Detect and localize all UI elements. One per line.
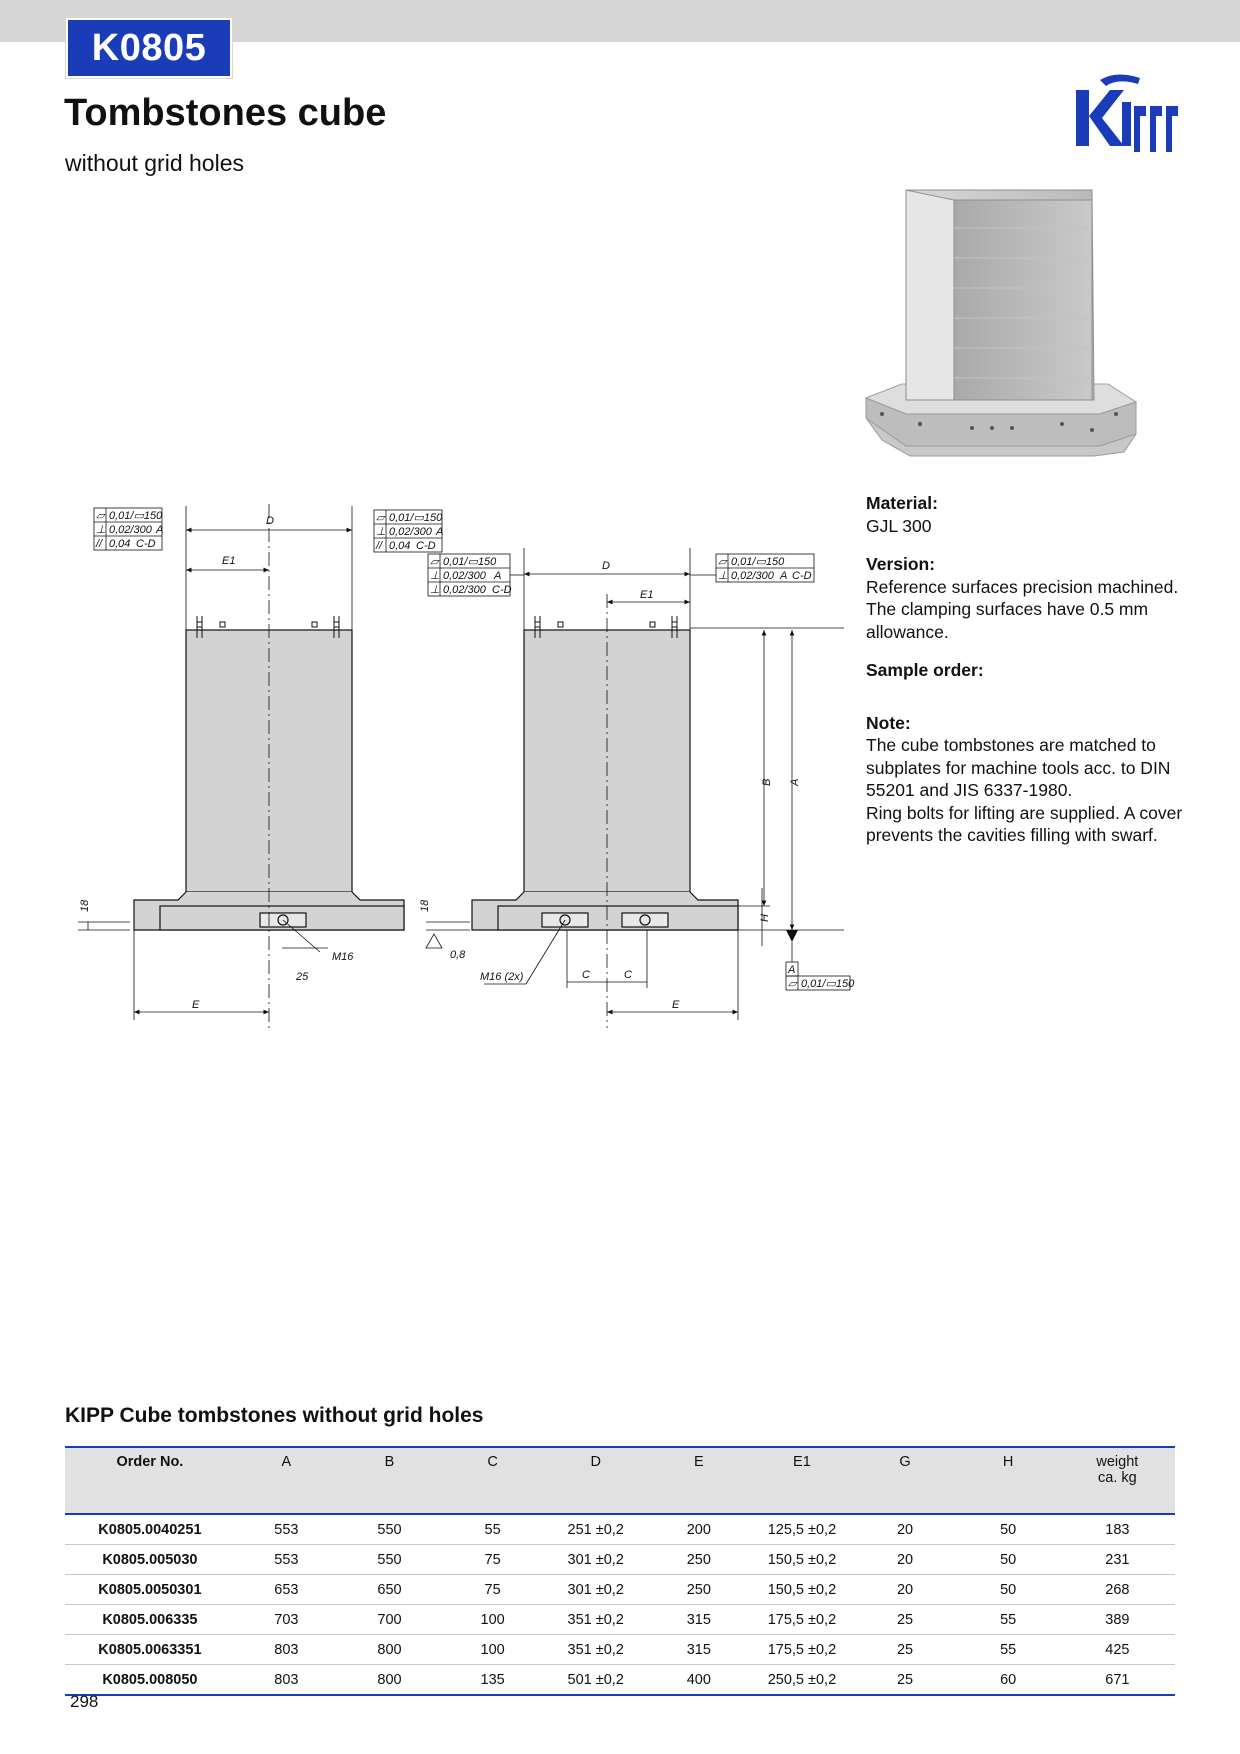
table-row — [65, 1575, 1175, 1605]
svg-text:0,01/▭150: 0,01/▭150 — [801, 978, 855, 990]
svg-text:C-D: C-D — [792, 570, 812, 582]
cell: 553 — [235, 1545, 338, 1575]
cell: 800 — [338, 1665, 441, 1696]
svg-text:0,01/▭150: 0,01/▭150 — [109, 510, 163, 522]
cell: 250 — [647, 1545, 750, 1575]
cell: 671 — [1060, 1665, 1175, 1696]
cell: 550 — [338, 1514, 441, 1545]
svg-text:▱: ▱ — [376, 512, 385, 524]
table-row — [65, 1605, 1175, 1635]
technical-drawing — [74, 498, 864, 1028]
cell: 20 — [853, 1575, 956, 1605]
cell: 550 — [338, 1545, 441, 1575]
cell: 25 — [853, 1605, 956, 1635]
table-header-row — [65, 1447, 1175, 1514]
left-view — [78, 504, 404, 1028]
cell: 50 — [957, 1575, 1060, 1605]
label-M16: M16 — [332, 951, 354, 963]
cell: 20 — [853, 1514, 956, 1545]
cell-order-no: K0805.006335 — [65, 1605, 235, 1635]
cell: 351 ±0,2 — [544, 1635, 647, 1665]
col-H: H — [957, 1447, 1060, 1514]
right-view — [426, 548, 844, 1028]
page-subtitle: without grid holes — [65, 150, 244, 176]
label-roughness: 0,8 — [450, 949, 466, 961]
table-row — [65, 1665, 1175, 1696]
dim-25: 25 — [296, 971, 309, 983]
col-weight-unit: ca. kg — [1098, 1470, 1137, 1486]
svg-text:⊥: ⊥ — [430, 570, 440, 582]
note-label: Note: — [866, 712, 911, 733]
dim-E1-right: E1 — [640, 589, 654, 601]
svg-text:0,04: 0,04 — [389, 540, 411, 552]
cell-order-no: K0805.005030 — [65, 1545, 235, 1575]
dim-E1-left: E1 — [222, 555, 236, 567]
cell: 653 — [235, 1575, 338, 1605]
cell: 251 ±0,2 — [544, 1514, 647, 1545]
cell: 50 — [957, 1545, 1060, 1575]
col-A: A — [235, 1447, 338, 1514]
svg-text:▱: ▱ — [788, 978, 797, 990]
cell: 315 — [647, 1635, 750, 1665]
table-row — [65, 1545, 1175, 1575]
info-panel — [866, 492, 1186, 863]
svg-text://: // — [376, 540, 383, 552]
cell: 268 — [1060, 1575, 1175, 1605]
label-M16-2x: M16 (2x) — [480, 971, 524, 983]
cell: 315 — [647, 1605, 750, 1635]
table-title: KIPP Cube tombstones without grid holes — [65, 1404, 484, 1427]
material-label: Material: — [866, 493, 938, 513]
col-B: B — [338, 1447, 441, 1514]
svg-text:⊥: ⊥ — [376, 526, 386, 538]
svg-text:0,02/300: 0,02/300 — [109, 524, 152, 536]
product-photo — [862, 188, 1142, 460]
svg-text://: // — [96, 538, 103, 550]
version-label: Version: — [866, 554, 936, 574]
svg-text:0,01/▭150: 0,01/▭150 — [443, 556, 497, 568]
cell: 703 — [235, 1605, 338, 1635]
page-title: Tombstones cube — [64, 92, 387, 134]
sample-order-label: Sample order: — [866, 660, 984, 680]
cell: 50 — [957, 1514, 1060, 1545]
cell-order-no: K0805.0063351 — [65, 1635, 235, 1665]
svg-text:0,02/300: 0,02/300 — [443, 584, 486, 596]
cell-order-no: K0805.0050301 — [65, 1575, 235, 1605]
dim-B: B — [761, 778, 773, 786]
svg-text:0,02/300: 0,02/300 — [443, 570, 486, 582]
note-text-1: The cube tombstones are matched to subplates for machine tools acc. to DIN 55201 and JIS 6337-1980. — [866, 735, 1171, 800]
svg-text:⊥: ⊥ — [96, 524, 106, 536]
svg-text:⊥: ⊥ — [430, 584, 440, 596]
cell: 301 ±0,2 — [544, 1575, 647, 1605]
cell: 800 — [338, 1635, 441, 1665]
svg-text:0,02/300: 0,02/300 — [731, 570, 774, 582]
kipp-logo — [1072, 72, 1186, 162]
svg-text:▱: ▱ — [96, 510, 105, 522]
svg-text:0,01/▭150: 0,01/▭150 — [389, 512, 443, 524]
product-code-badge: K0805 — [66, 18, 232, 78]
col-G: G — [853, 1447, 956, 1514]
dim-D-right: D — [602, 560, 610, 572]
table-row — [65, 1514, 1175, 1545]
spec-table — [65, 1446, 1175, 1696]
svg-text:▱: ▱ — [430, 556, 439, 568]
svg-text:A: A — [780, 570, 788, 582]
dim-C-1: C — [582, 969, 590, 981]
cell: 250 — [647, 1575, 750, 1605]
cell: 75 — [441, 1575, 544, 1605]
cell: 231 — [1060, 1545, 1175, 1575]
col-D: D — [544, 1447, 647, 1514]
svg-text:0,02/300: 0,02/300 — [389, 526, 432, 538]
cell: 175,5 ±0,2 — [750, 1605, 853, 1635]
col-order-no: Order No. — [65, 1447, 235, 1514]
cell: 803 — [235, 1635, 338, 1665]
svg-text:C-D: C-D — [416, 540, 436, 552]
dim-E-right: E — [672, 999, 680, 1011]
cell: 100 — [441, 1605, 544, 1635]
svg-text:0,04: 0,04 — [109, 538, 131, 550]
page-number: 298 — [70, 1692, 99, 1711]
table-row — [65, 1635, 1175, 1665]
svg-text:⊥: ⊥ — [718, 570, 728, 582]
col-weight-label: weight — [1096, 1454, 1139, 1470]
dim-A: A — [789, 778, 801, 786]
col-E: E — [647, 1447, 750, 1514]
cell: 135 — [441, 1665, 544, 1696]
dim-C-2: C — [624, 969, 632, 981]
col-C: C — [441, 1447, 544, 1514]
svg-text:C-D: C-D — [492, 584, 512, 596]
cell: 55 — [957, 1635, 1060, 1665]
cell: 100 — [441, 1635, 544, 1665]
cell-order-no: K0805.0040251 — [65, 1514, 235, 1545]
cell: 25 — [853, 1665, 956, 1696]
cell: 301 ±0,2 — [544, 1545, 647, 1575]
cell: 25 — [853, 1635, 956, 1665]
svg-text:0,01/▭150: 0,01/▭150 — [731, 556, 785, 568]
cell: 75 — [441, 1545, 544, 1575]
cell: 803 — [235, 1665, 338, 1696]
dim-18-right: 18 — [419, 899, 431, 912]
cell: 200 — [647, 1514, 750, 1545]
dim-E-left: E — [192, 999, 200, 1011]
cell: 351 ±0,2 — [544, 1605, 647, 1635]
cell: 125,5 ±0,2 — [750, 1514, 853, 1545]
cell: 501 ±0,2 — [544, 1665, 647, 1696]
version-text: Reference surfaces precision machined. The clamping surfaces have 0.5 mm allowance. — [866, 576, 1179, 642]
cell: 553 — [235, 1514, 338, 1545]
dim-H: H — [759, 914, 771, 922]
cell: 55 — [441, 1514, 544, 1545]
material-value: GJL 300 — [866, 515, 932, 536]
datum-triangle — [786, 930, 798, 942]
cell: 175,5 ±0,2 — [750, 1635, 853, 1665]
dim-18-left: 18 — [79, 899, 91, 912]
cell: 150,5 ±0,2 — [750, 1545, 853, 1575]
col-E1: E1 — [750, 1447, 853, 1514]
svg-text:A: A — [788, 964, 796, 976]
svg-text:C-D: C-D — [136, 538, 156, 550]
dim-D-left: D — [266, 515, 274, 527]
note-text-2: Ring bolts for lifting are supplied. A cover prevents the cavities filling with swarf. — [866, 802, 1183, 845]
cell: 700 — [338, 1605, 441, 1635]
cell-order-no: K0805.008050 — [65, 1665, 235, 1696]
col-weight — [1060, 1447, 1175, 1514]
cell: 55 — [957, 1605, 1060, 1635]
svg-text:A: A — [494, 570, 502, 582]
cell: 650 — [338, 1575, 441, 1605]
svg-text:▱: ▱ — [718, 556, 727, 568]
cell: 389 — [1060, 1605, 1175, 1635]
cell: 425 — [1060, 1635, 1175, 1665]
cell: 400 — [647, 1665, 750, 1696]
svg-text:A: A — [436, 526, 444, 538]
cell: 60 — [957, 1665, 1060, 1696]
cell: 150,5 ±0,2 — [750, 1575, 853, 1605]
cell: 250,5 ±0,2 — [750, 1665, 853, 1696]
cell: 20 — [853, 1545, 956, 1575]
svg-text:A: A — [156, 524, 164, 536]
cell: 183 — [1060, 1514, 1175, 1545]
